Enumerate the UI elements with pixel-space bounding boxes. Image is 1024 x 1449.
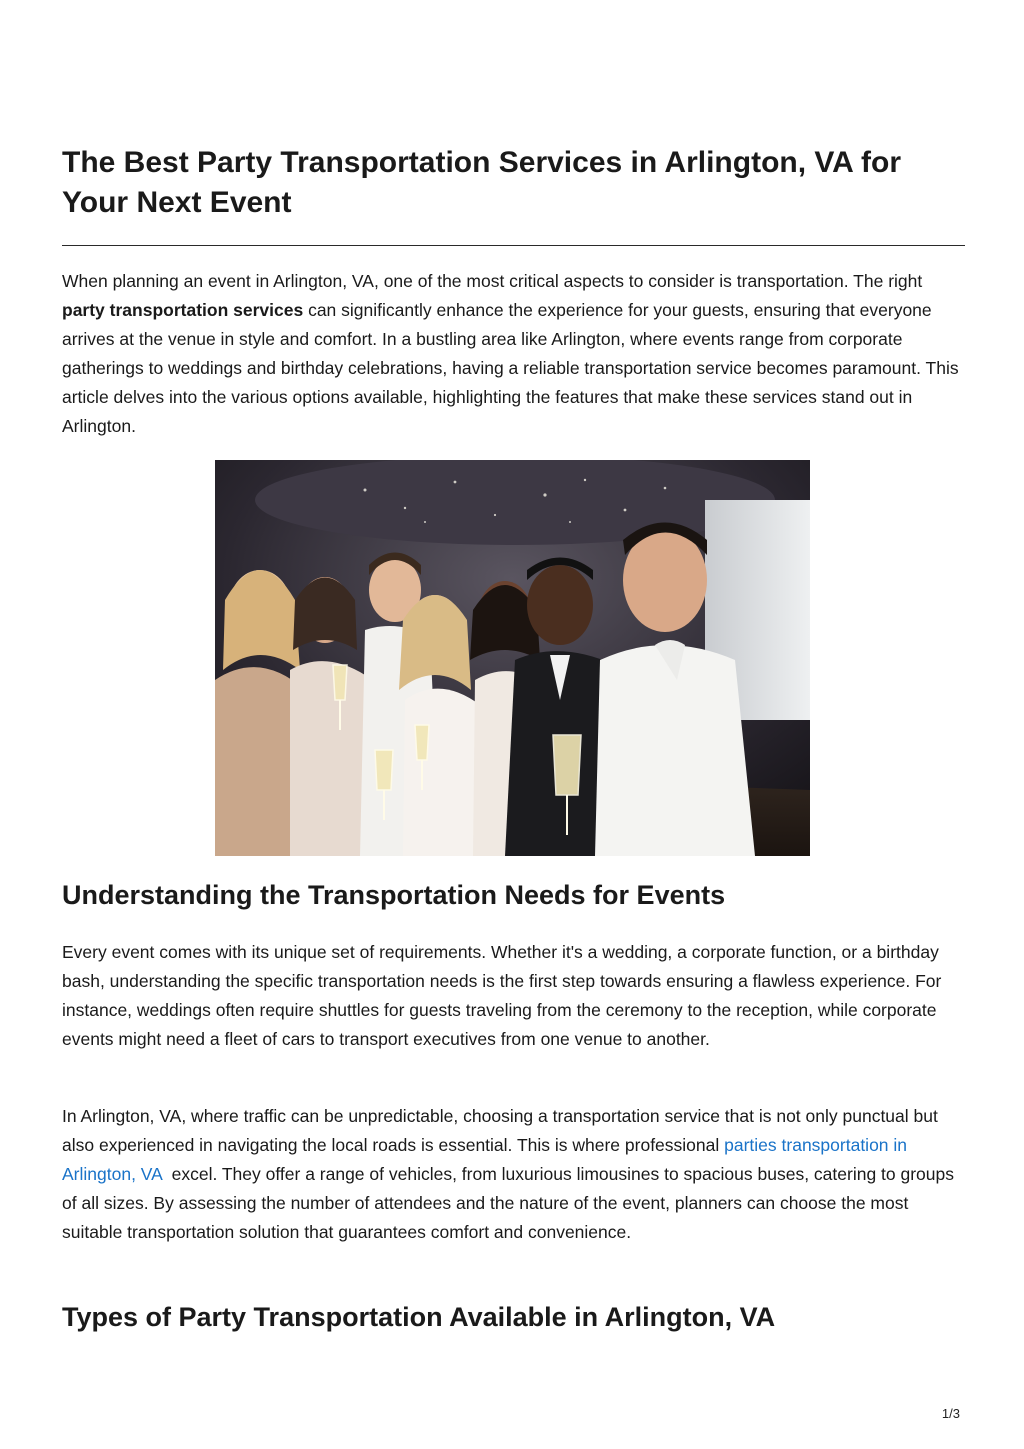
- intro-text-start: When planning an event in Arlington, VA, one of the most critical aspects to consider is transportation. The right: [62, 271, 923, 291]
- intro-bold-phrase: party transportation services: [62, 300, 304, 320]
- title-divider: [62, 245, 965, 246]
- transport-needs-paragraph-2: [62, 1102, 965, 1247]
- section-heading-transport-types: Types of Party Transportation Available in Arlington, VA: [62, 1302, 776, 1332]
- transport-needs-paragraph-1: Every event comes with its unique set of requirements. Whether it's a wedding, a corporate function, or a birthday bash, understanding the specific transportation needs is the first step towards ensuring a flawless experience. For instance, weddings often require shuttles for guests traveling from the ceremony to the reception, while corporate events might need a fleet of cars to transport executives from one venue to another.: [62, 942, 942, 1049]
- intro-paragraph: [62, 267, 965, 441]
- hero-image-limousine-party: [215, 460, 810, 856]
- paragraph-2-text-start: In Arlington, VA, where traffic can be unpredictable, choosing a transportation service that is not only punctual but also experienced in navigating the local roads is essential. This is where professional: [62, 1106, 938, 1155]
- page-title: The Best Party Transportation Services in Arlington, VA for Your Next Event: [62, 146, 902, 219]
- section-heading-transport-needs: Understanding the Transportation Needs for Events: [62, 880, 726, 910]
- parties-transportation-link[interactable]: parties transportation in Arlington, VA: [62, 1135, 908, 1184]
- intro-text-end: can significantly enhance the experience for your guests, ensuring that everyone arrives at the venue in style and comfort. In a bustling area like Arlington, where events range from corporate gatherings to weddings and birthday celebrations, having a reliable transportation service becomes paramount. This article delves into the various options available, highlighting the features that make these services stand out in Arlington.: [62, 300, 959, 436]
- paragraph-2-text-end: excel. They offer a range of vehicles, from luxurious limousines to spacious buses, catering to groups of all sizes. By assessing the number of attendees and the nature of the event, planners can choose the most suitable transportation solution that guarantees comfort and convenience.: [62, 1164, 959, 1242]
- page-number: 1/3: [941, 1406, 960, 1421]
